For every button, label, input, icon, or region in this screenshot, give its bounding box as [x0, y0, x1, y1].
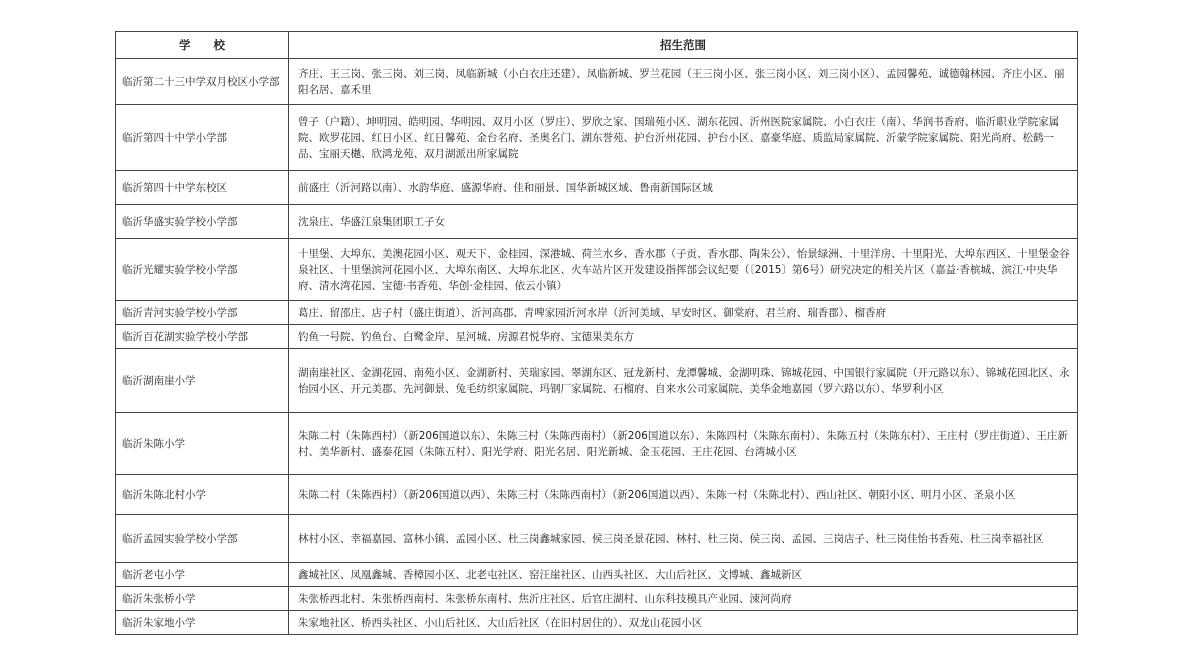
table-row [116, 301, 1078, 325]
school-cell: 临沂朱张桥小学 [116, 587, 289, 611]
table-row [116, 349, 1078, 413]
range-cell: 沈泉庄、华盛江泉集团职工子女 [289, 205, 1078, 239]
enrollment-table [115, 31, 1078, 635]
range-cell: 林村小区、幸福嘉园、富林小镇、孟园小区、杜三岗鑫城家园、侯三岗圣景花园、林村、杜三岗、侯三岗、孟园、三岗店子、杜三岗佳怡书香苑、杜三岗幸福社区 [289, 515, 1078, 563]
table-row [116, 413, 1078, 475]
table-row [116, 105, 1078, 171]
range-cell: 朱张桥西北村、朱张桥西南村、朱张桥东南村、焦沂庄社区、后官庄湖村、山东科技模具产业园、涑河尚府 [289, 587, 1078, 611]
table-row [116, 171, 1078, 205]
school-cell: 临沂第四十中学小学部 [116, 105, 289, 171]
range-cell: 朱陈二村（朱陈西村）（新206国道以东）、朱陈三村（朱陈西南村）（新206国道以东）、朱陈四村（朱陈东南村）、朱陈五村（朱陈东村）、王庄村（罗庄街道）、王庄新村、美华新村、盛泰花园（朱陈五村）、阳光学府、阳光名居、阳光新城、金玉花园、王庄花园、台湾城小区 [289, 413, 1078, 475]
table-row [116, 563, 1078, 587]
school-cell: 临沂第四十中学东校区 [116, 171, 289, 205]
table-row [116, 325, 1078, 349]
table-row [116, 205, 1078, 239]
school-cell: 临沂华盛实验学校小学部 [116, 205, 289, 239]
school-cell: 临沂朱家地小学 [116, 611, 289, 635]
range-cell: 前盛庄（沂河路以南）、水韵华庭、盛源华府、佳和丽景、国华新城区域、鲁南新国际区域 [289, 171, 1078, 205]
range-cell: 钓鱼一号院、钓鱼台、白鹭金岸、星河城、房源君悦华府、宝德果美东方 [289, 325, 1078, 349]
header-school: 学 校 [116, 32, 289, 59]
table-row [116, 587, 1078, 611]
school-cell: 临沂朱陈北村小学 [116, 475, 289, 515]
school-cell: 临沂孟园实验学校小学部 [116, 515, 289, 563]
header-row [116, 32, 1078, 59]
school-cell: 临沂第二十三中学双月校区小学部 [116, 59, 289, 105]
range-cell: 朱家地社区、桥西头社区、小山后社区、大山后社区（在旧村居住的）、双龙山花园小区 [289, 611, 1078, 635]
range-cell: 朱陈二村（朱陈西村）（新206国道以西）、朱陈三村（朱陈西南村）（新206国道以西）、朱陈一村（朱陈北村）、西山社区、朝阳小区、明月小区、圣泉小区 [289, 475, 1078, 515]
school-cell: 临沂湖南崖小学 [116, 349, 289, 413]
table-row [116, 515, 1078, 563]
range-cell: 齐庄、王三岗、张三岗、刘三岗、凤临新城（小白衣庄还建）、凤临新城、罗兰花园（王三岗小区、张三岗小区、刘三岗小区）、孟园馨苑、诚德翰林园、齐庄小区、丽阳名居、嘉禾里 [289, 59, 1078, 105]
range-cell: 曾子（户籍）、坤明园、皓明园、华明园、双月小区（罗庄）、罗欣之家、国瑞苑小区、湖东花园、沂州医院家属院、小白衣庄（南）、华润书香府、临沂职业学院家属院、欧罗花园、红日小区、红日馨苑、金台名府、圣奥名门、湖东誉苑、护台沂州花园、护台小区、嘉豪华庭、质监局家属院、沂蒙学院家属院、阳光尚府、松鹤一品、宝丽天樾、欣鸿龙苑、双月湖派出所家属院 [289, 105, 1078, 171]
range-cell: 湖南崖社区、金湖花园、南苑小区、金湖新村、芙瑞家园、翠湖东区、冠龙新村、龙潭馨城、金湖明珠、锦城花园、中国银行家属院（开元路以东）、锦城花园北区、永怡园小区、开元美郡、先河御景、兔毛纺织家属院、玛钢厂家属院、石榴府、自来水公司家属院、美华金地嘉园（罗六路以东）、华罗利小区 [289, 349, 1078, 413]
range-cell: 鑫城社区、凤凰鑫城、香樟园小区、北老屯社区、窑汪崖社区、山西头社区、大山后社区、文博城、鑫城新区 [289, 563, 1078, 587]
range-cell: 十里堡、大埠东、美澳花园小区、观天下、金桂园、深港城、荷兰水乡、香水郡（子贡、香水郡、陶朱公）、怡景绿洲、十里洋房、十里阳光、大埠东西区、十里堡金谷泉社区、十里堡滨河花园小区、大埠东南区、大埠东北区、火车站片区开发建设指挥部会议纪要（〔2015〕第6号）研究决定的相关片区（嘉益·香槟城、滨江·中央华府、清水湾花园、宝德·书香苑、华创·金桂园、依云小镇） [289, 239, 1078, 301]
range-cell: 葛庄、留邵庄、店子村（盛庄街道）、沂河高郡、青啤家园沂河水岸（沂河美域、早安时区、御棠府、君兰府、瑞香郡）、榴香府 [289, 301, 1078, 325]
school-cell: 临沂青河实验学校小学部 [116, 301, 289, 325]
school-cell: 临沂老屯小学 [116, 563, 289, 587]
table-row [116, 239, 1078, 301]
table-row [116, 475, 1078, 515]
header-range: 招生范围 [289, 32, 1078, 59]
school-cell: 临沂朱陈小学 [116, 413, 289, 475]
school-cell: 临沂百花湖实验学校小学部 [116, 325, 289, 349]
table-row [116, 611, 1078, 635]
table-row [116, 59, 1078, 105]
school-cell: 临沂光耀实验学校小学部 [116, 239, 289, 301]
